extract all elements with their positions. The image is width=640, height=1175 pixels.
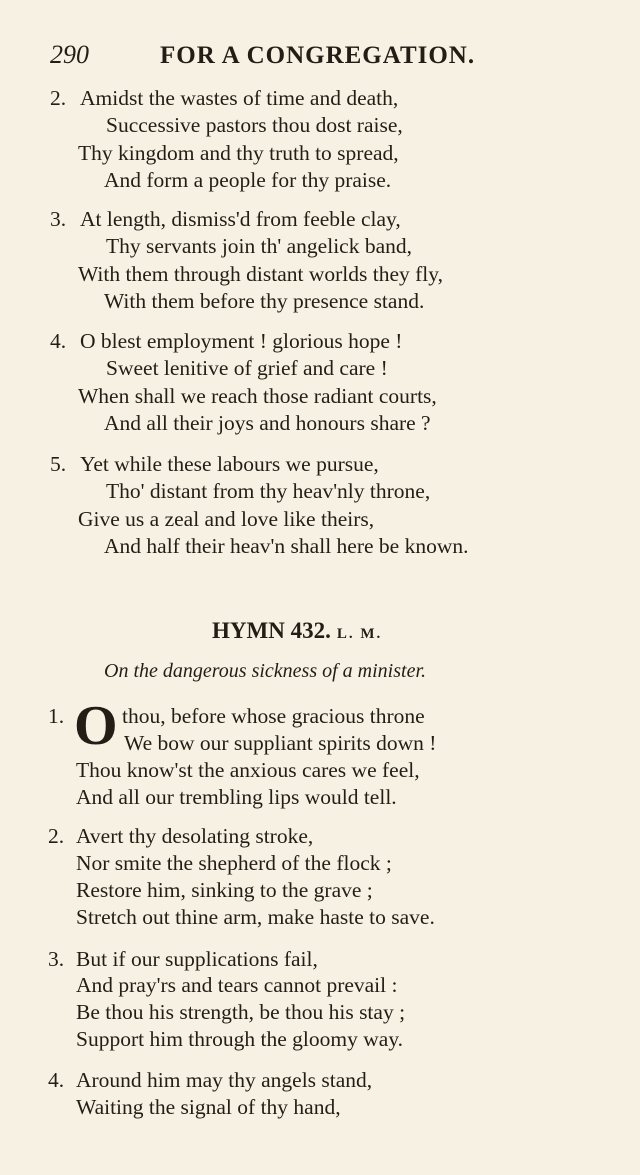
page-number: 290 xyxy=(50,40,89,69)
verse-line: And pray'rs and tears cannot prevail : xyxy=(76,973,398,997)
verse-line: Give us a zeal and love like theirs, xyxy=(78,507,375,531)
verse-line: Waiting the signal of thy hand, xyxy=(76,1095,341,1119)
verse-line: Successive pastors thou dost raise, xyxy=(106,113,403,137)
drop-cap: O xyxy=(74,695,118,757)
stanza-number: 3. xyxy=(48,947,65,971)
stanza-number: 2. xyxy=(48,824,65,848)
verse-line: With them through distant worlds they fly, xyxy=(78,262,443,286)
verse-line: Be thou his strength, be thou his stay ; xyxy=(76,1000,406,1024)
verse-line: Stretch out thine arm, make haste to save. xyxy=(76,905,435,929)
verse-line: Nor smite the shepherd of the flock ; xyxy=(76,851,392,875)
verse-line: thou, before whose gracious throne xyxy=(122,704,425,728)
verse-line: We bow our suppliant spirits down ! xyxy=(124,731,437,755)
stanza-number: 4. xyxy=(48,1068,65,1092)
stanza-number: 3. xyxy=(50,207,67,231)
verse-line: O blest employment ! glorious hope ! xyxy=(80,329,403,353)
verse-line: Thy kingdom and thy truth to spread, xyxy=(78,141,399,165)
verse-line: Tho' distant from thy heav'nly throne, xyxy=(106,479,431,503)
verse-line: And half their heav'n shall here be known. xyxy=(104,534,469,558)
stanza-number: 1. xyxy=(48,704,65,728)
stanza-number: 5. xyxy=(50,452,67,476)
verse-line: But if our supplications fail, xyxy=(76,947,318,971)
verse-line: Avert thy desolating stroke, xyxy=(76,824,314,848)
hymn-meter: L. M. xyxy=(336,626,383,642)
stanza-number: 2. xyxy=(50,86,67,110)
verse-line: With them before thy presence stand. xyxy=(104,289,425,313)
verse-line: When shall we reach those radiant courts, xyxy=(78,384,437,408)
stanza-number: 4. xyxy=(50,329,67,353)
hymn-number: HYMN 432. xyxy=(212,618,331,643)
verse-line: Yet while these labours we pursue, xyxy=(80,452,379,476)
hymn-subtitle: On the dangerous sickness of a minister. xyxy=(104,660,427,682)
verse-line: Sweet lenitive of grief and care ! xyxy=(106,356,388,380)
verse-line: Around him may thy angels stand, xyxy=(76,1068,373,1092)
verse-line: Thy servants join th' angelick band, xyxy=(106,234,412,258)
hymn-title xyxy=(212,618,382,644)
verse-line: And all their joys and honours share ? xyxy=(104,411,431,435)
page-header xyxy=(48,40,528,76)
verse-line: Restore him, sinking to the grave ; xyxy=(76,878,373,902)
running-title: FOR A CONGREGATION. xyxy=(160,42,476,69)
verse-line: And form a people for thy praise. xyxy=(104,168,392,192)
verse-line: Thou know'st the anxious cares we feel, xyxy=(76,758,420,782)
verse-line: And all our trembling lips would tell. xyxy=(76,785,397,809)
verse-line: Amidst the wastes of time and death, xyxy=(80,86,399,110)
verse-line: Support him through the gloomy way. xyxy=(76,1027,404,1051)
verse-line: At length, dismiss'd from feeble clay, xyxy=(80,207,401,231)
